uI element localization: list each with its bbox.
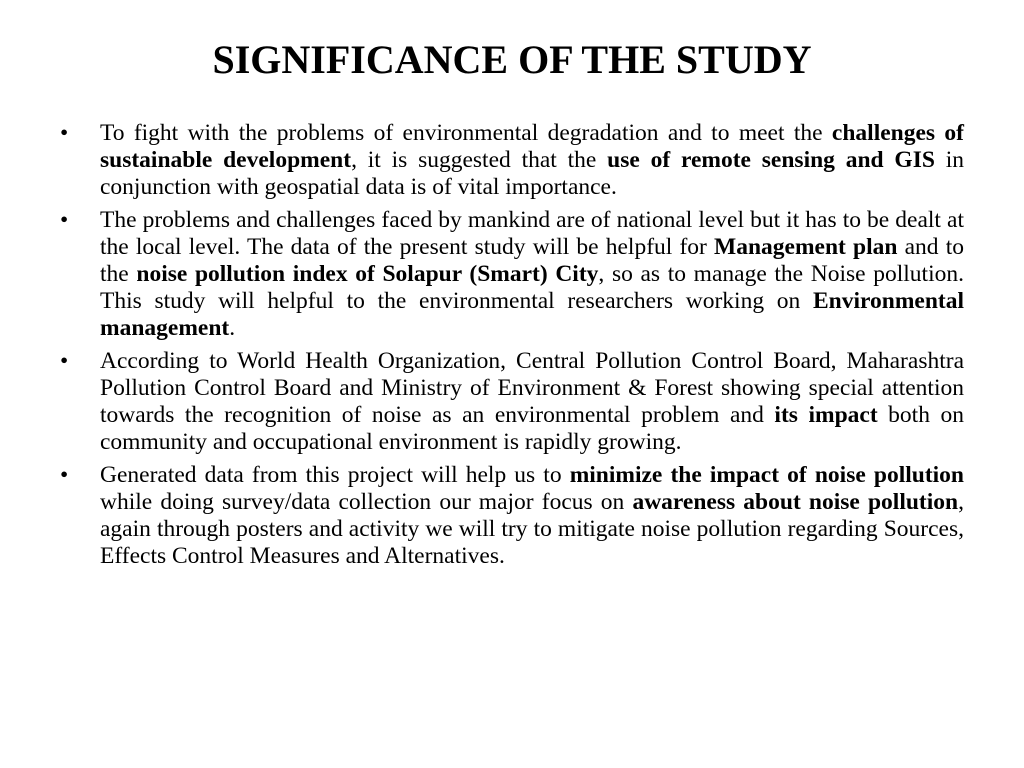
- bullet-text: [100, 462, 964, 569]
- bullet-emphasis: Management plan: [714, 234, 898, 260]
- bullet-emphasis: use of remote sensing and GIS: [607, 147, 935, 173]
- bullet-emphasis: minimize the impact of noise pollution: [569, 462, 964, 488]
- bullet-segment: .: [229, 315, 236, 341]
- bullet-marker: •: [60, 348, 69, 374]
- bullet-text: [100, 207, 964, 341]
- bullet-segment: , again through posters and activity we will try to mitigate noise pollution regarding Sources, Effects Control Measures and Alternatives.: [100, 489, 964, 569]
- bullet-segment: both on community and occupational environment is rapidly growing.: [100, 402, 964, 455]
- bullet-emphasis: its impact: [774, 402, 878, 428]
- bullet-segment: in conjunction with geospatial data is of vital importance.: [100, 147, 965, 200]
- bullet-segment: , it is suggested that the: [351, 147, 608, 173]
- bullet-text: [100, 348, 964, 455]
- bullet-segment: and to the: [100, 234, 965, 287]
- bullet-emphasis: challenges of sustainable development: [100, 120, 964, 173]
- bullet-item: [56, 207, 964, 342]
- bullet-marker: •: [60, 120, 69, 146]
- bullet-item: [56, 348, 964, 456]
- bullet-segment: According to World Health Organization, Central Pollution Control Board, Maharashtra Pollution Control Board and Ministry of Environment & Forest showing special attention towards the recognition of noise as an environmental problem and: [100, 348, 964, 428]
- bullet-emphasis: Environmental management: [100, 288, 964, 341]
- bullet-segment: , so as to manage the Noise pollution. This study will helpful to the environmental researchers working on: [100, 261, 964, 314]
- bullet-segment: Generated data from this project will help us to: [100, 462, 570, 488]
- bullet-item: [56, 120, 964, 201]
- bullet-item: [56, 462, 964, 570]
- bullet-marker: •: [60, 462, 69, 488]
- bullet-emphasis: awareness about noise pollution: [632, 489, 959, 515]
- bullet-segment: The problems and challenges faced by mankind are of national level but it has to be dealt at the local level. The data of the present study will be helpful for: [100, 207, 964, 260]
- bullet-segment: To fight with the problems of environmental degradation and to meet the: [100, 120, 832, 146]
- bullet-segment: while doing survey/data collection our major focus on: [100, 489, 633, 515]
- bullet-text: [100, 120, 964, 200]
- bullet-marker: •: [60, 207, 69, 233]
- bullet-emphasis: noise pollution index of Solapur (Smart) City: [136, 261, 599, 287]
- slide-title: SIGNIFICANCE OF THE STUDY: [212, 37, 812, 82]
- bullet-list: [56, 120, 964, 576]
